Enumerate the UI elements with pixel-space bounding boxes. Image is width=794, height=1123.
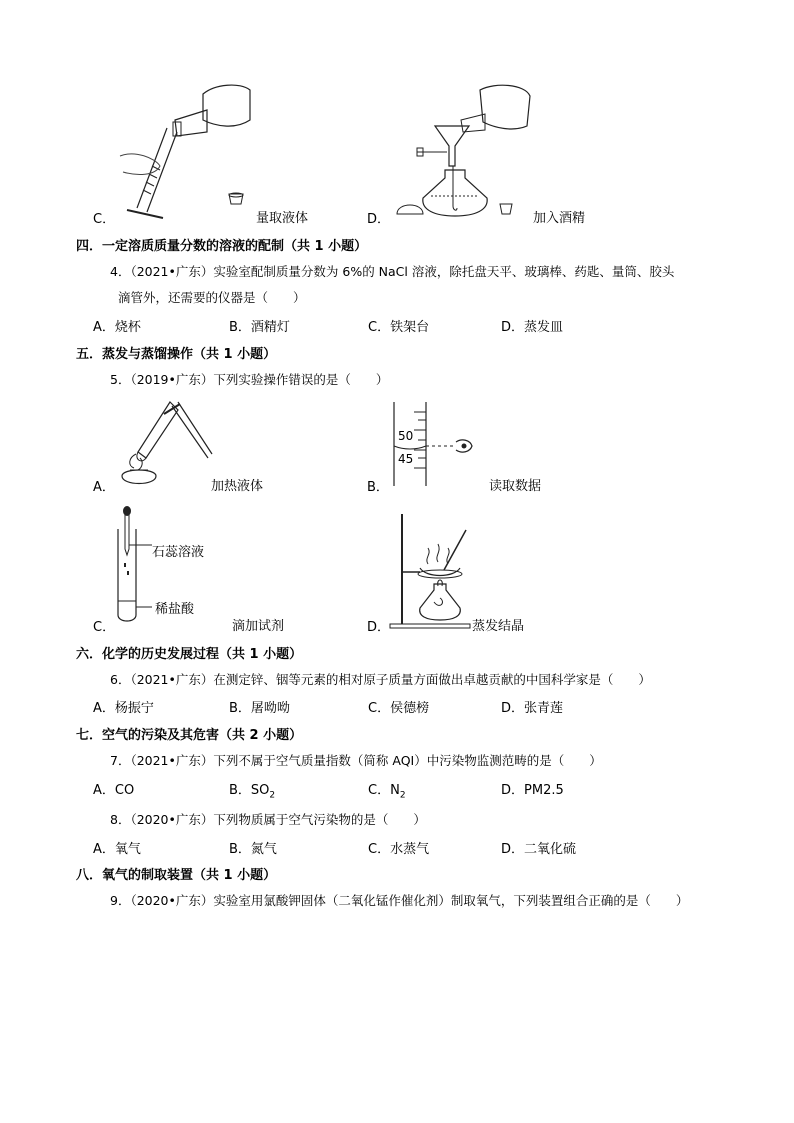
q8-option-b[interactable]: B．氮气 xyxy=(229,842,277,857)
q8-option-a[interactable]: A．氧气 xyxy=(93,842,141,857)
q4-option-c[interactable]: C．铁架台 xyxy=(368,320,430,335)
q5-option-c-letter[interactable]: C． xyxy=(93,620,116,635)
q5-option-d-letter[interactable]: D． xyxy=(367,620,391,635)
q4-option-d[interactable]: D．蒸发皿 xyxy=(501,320,564,335)
question-9-stem: 9．（2020•广东）实验室用氯酸钾固体（二氧化锰作催化剂）制取氧气，下列装置组合正确的是（ ） xyxy=(110,893,689,908)
section-6-heading: 六．化学的历史发展过程（共 1 小题） xyxy=(76,647,303,662)
q5-option-a-letter[interactable]: A． xyxy=(93,480,115,495)
q7-option-b-subscript: 2 xyxy=(269,790,276,801)
label-dilute-hcl: 稀盐酸 xyxy=(155,602,195,617)
q7-option-c[interactable] xyxy=(368,779,406,801)
heating-liquid-figure xyxy=(118,398,213,488)
q5-option-b-letter[interactable]: B． xyxy=(367,480,389,495)
question-4-line2: 滴管外，还需要的仪器是（ ） xyxy=(118,290,306,305)
small-stopper-icon xyxy=(498,202,514,216)
q7-option-a[interactable]: A．CO xyxy=(93,783,135,798)
q5-option-a-caption: 加热液体 xyxy=(211,479,264,494)
q7-option-b[interactable] xyxy=(229,779,275,801)
q5-option-c-caption: 滴加试剂 xyxy=(232,619,285,634)
cylinder-tick-50: 50 xyxy=(398,429,414,443)
section-4-heading: 四．一定溶质质量分数的溶液的配制（共 1 小题） xyxy=(76,239,368,254)
q7-option-c-subscript: 2 xyxy=(399,790,406,801)
lamp-cap-icon xyxy=(395,198,425,218)
section-8-heading: 八．氧气的制取装置（共 1 小题） xyxy=(76,868,277,883)
label-litmus-solution: 石蕊溶液 xyxy=(152,545,205,560)
q4-option-b[interactable]: B．酒精灯 xyxy=(229,320,290,335)
q8-option-c[interactable]: C．水蒸气 xyxy=(368,842,430,857)
q5-option-d-caption: 蒸发结晶 xyxy=(472,619,525,634)
question-7-stem: 7．（2021•广东）下列不属于空气质量指数（简称 AQI）中污染物监测范畴的是（ ） xyxy=(110,753,602,768)
dropper-test-tube-figure xyxy=(110,505,160,625)
q5-option-b-caption: 读取数据 xyxy=(489,479,542,494)
q6-option-a[interactable]: A．杨振宁 xyxy=(93,701,154,716)
question-6-stem: 6．（2021•广东）在测定锌、铟等元素的相对原子质量方面做出卓越贡献的中国科学家是（ ） xyxy=(110,672,651,687)
stopper-icon xyxy=(226,192,246,208)
q6-option-c[interactable]: C．侯德榜 xyxy=(368,701,430,716)
question-8-stem: 8．（2020•广东）下列物质属于空气污染物的是（ ） xyxy=(110,812,426,827)
q4-option-a[interactable]: A．烧杯 xyxy=(93,320,141,335)
question-5-stem: 5．（2019•广东）下列实验操作错误的是（ ） xyxy=(110,372,389,387)
reading-cylinder-figure xyxy=(390,400,480,488)
q6-option-b[interactable]: B．屠呦呦 xyxy=(229,701,290,716)
evaporation-figure xyxy=(390,512,500,630)
q6-option-d[interactable]: D．张青莲 xyxy=(501,701,564,716)
section-5-heading: 五．蒸发与蒸馏操作（共 1 小题） xyxy=(76,347,277,362)
option-c-letter: C． xyxy=(93,212,116,227)
q7-option-c-text: C．N xyxy=(368,783,400,798)
option-d-caption: 加入酒精 xyxy=(533,211,586,226)
q7-option-d[interactable]: D．PM2.5 xyxy=(501,783,564,798)
option-d-letter: D． xyxy=(367,212,391,227)
q7-option-b-text: B．SO xyxy=(229,783,270,798)
cylinder-tick-45: 45 xyxy=(398,452,414,466)
question-4-line1: 4．（2021•广东）实验室配制质量分数为 6%的 NaCl 溶液，除托盘天平、玻璃棒、药匙、量筒、胶头 xyxy=(110,264,675,279)
option-c-caption: 量取液体 xyxy=(256,211,309,226)
section-7-heading: 七．空气的污染及其危害（共 2 小题） xyxy=(76,728,303,743)
q8-option-d[interactable]: D．二氧化硫 xyxy=(501,842,577,857)
